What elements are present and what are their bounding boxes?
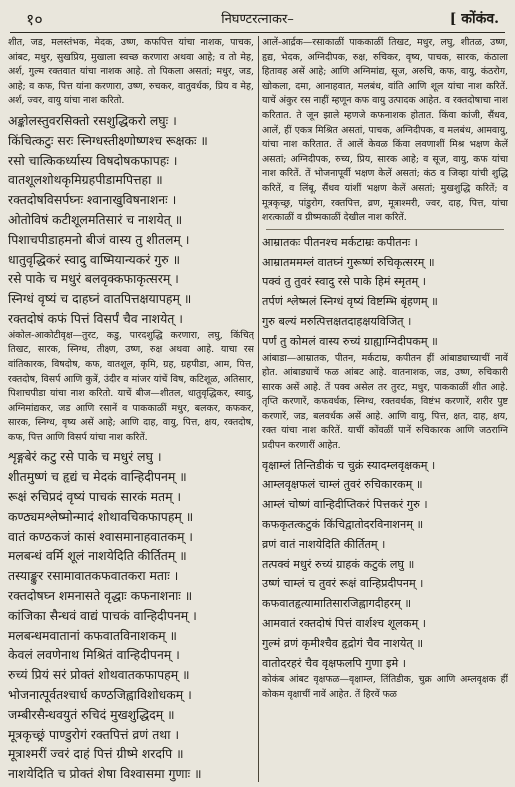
verse-line: ओतोविषं कटीशूलमतिसारं च नाशयेत् ॥ xyxy=(8,211,183,227)
verse-line: रक्तदोषघ्न शमनासते वृद्धाः कफनाशनाः ॥ xyxy=(8,588,193,604)
verse-line: अङ्कोलस्तुवरसिक्तो रसशुद्धिकरो लघुः । xyxy=(8,112,177,128)
verse-line: मलबन्धं वर्मि शूलं नाशयेदिति कीर्तितम् ॥ xyxy=(8,548,187,564)
verse-line: रसे पाके च मधुरं बलवृक्कफाकृत्सरम् । xyxy=(8,271,179,287)
verse-line: मलबन्धमवातानां कफवातविनाशकम् ॥ xyxy=(8,627,177,643)
section-rule xyxy=(266,229,504,230)
verse-line: वातं कण्ठकजं कासं श्वासमानाहवातकम् । xyxy=(8,528,193,544)
verse-line: शृङ्गबेरं कटु रसे पाके च मधुरं लघु । xyxy=(8,449,162,465)
verse-line: स्निग्धं वृष्यं च दाहघ्नं वातपित्तक्षयापहम् ॥ xyxy=(8,291,192,307)
verse-line: आमवातं रक्तदोषं पित्तं वार्शश्च शूलकम् । xyxy=(262,617,426,631)
verse-line: तस्याङ्कुर रसामावातकफवातकरा मताः । xyxy=(8,568,179,584)
verse-line: कफकृतत्कटुकं किंचिद्वातोदरविनाशनम् ॥ xyxy=(262,518,424,532)
verse-line: रसो चात्किकर्ध्यास्य विषदोषकफापहः । xyxy=(8,152,178,168)
verse-line: मूत्रकृच्छ्रं पाण्डुरोगं रक्तपित्तं व्रणं तथा । xyxy=(8,726,180,742)
verse-line: गुल्मं व्रणं कृमीश्चैव हृद्रोगं चैव नाशयेत् ॥ xyxy=(262,636,424,650)
verse-block xyxy=(8,111,254,329)
commentary-paragraph: आंबाडा—आम्रातक, पीतन, मर्कटाम्र, कपीतन हीं आंबाड्याच्याचीं नावें होत. आंबाड्याचें फळ आंबट आहे. वातनाशक, जड, उष्ण, रुचिकारी सारक असें आहे. तें पक्व असेल तर तुरट, मधुर, पाककाळीं शीत आहे. तृप्ति करणारें, कफवर्धक, स्निग्ध, रक्तवर्धक, विष्टंभ करणारें, शरीर पुष्ट करणारें, जड, बलवर्धक असें आहे. आणि वायु, पित्त, क्षत, दाह, क्षय, रक्त यांचा नाश करितें. याचीं कोंवळीं पानें रुचिकारक आणि जठराग्नि प्रदीपन करणारीं आहेत. xyxy=(262,352,508,452)
verse-line: रुच्यं प्रियं सरं प्रोक्तं शोथवातकफापहम् ॥ xyxy=(8,667,190,683)
verse-line: धातुवृद्धिकरं स्वादु वाष्मियान्यकरं गुरु ॥ xyxy=(8,251,180,267)
verse-line: जम्बीरसैन्धवयुतं रुचिदं मुखशुद्धिदम् ॥ xyxy=(8,706,175,722)
verse-block xyxy=(262,233,508,352)
verse-line: भोजनात्पूर्वतश्चार्ध कण्ठजिह्वाविशोधकम् । xyxy=(8,687,192,703)
commentary-paragraph: शीत, जड, मलस्तंभक, मेदक, उष्ण, कफपित्त यांचा नाशक, पाचक, आंबट, मधुर, सुखप्रिय, मुखाला स्वच्छ करणारा अथवा आहे; व तो मेह, अर्श, गुल्म रक्तवात यांचा नाशक आहे. तो पिकला असतां; मधुर, जड, आहे; व कफ, पित्त यांना करणारा, उष्ण, रुचकर, वातुवर्धक, प्रिय व मेह, अर्श, ज्वर, वायु यांचा नाश करितो. xyxy=(8,37,254,107)
verse-line: रूक्षं रुचिप्रदं वृष्यं पाचकं सारकं मतम् । xyxy=(8,489,182,505)
verse-line: आम्लवृक्षफलं चाम्लं तुवरं रुचिकारकम् ॥ xyxy=(262,478,423,492)
verse-line: व्रणं वातं नाशयेदिति कीर्तितम् । xyxy=(262,537,386,551)
verse-line: पक्वं तु तुवरं स्वादु रसे पाके हिमं स्मृतम् । xyxy=(262,275,426,289)
verse-line: रक्तदोषविसर्पघ्नः श्वानाखुविषनाशनः । xyxy=(8,192,177,208)
verse-line: कण्ठ्यमश्लेष्मोन्मादं शोथावचिकफापहम् ॥ xyxy=(8,508,194,524)
verse-line: किंचित्कटुः सरः स्निग्धस्तीक्ष्णोष्णश्च रूक्षकः ॥ xyxy=(8,132,208,148)
left-column xyxy=(8,36,254,782)
verse-line: आम्लं चोष्णं वान्हिदीप्तिकरं पित्तकरं गुरु । xyxy=(262,498,428,512)
verse-block xyxy=(8,447,254,782)
verse-line: मूत्राश्मरीं ज्वरं दाहं पित्तं ग्रीष्मे शरदपि ॥ xyxy=(8,746,184,762)
verse-line: वातोदरहरं चैव वृक्षफलपि गुणा इमे । xyxy=(262,656,406,670)
verse-line: केवलं लवणेनाथ मिश्रितं वान्हिदीपनम् । xyxy=(8,647,180,663)
column-divider xyxy=(258,36,259,782)
verse-line: कांजिका सैन्धवं वाद्यं पाचकं वान्हिदीपनम् । xyxy=(8,607,197,623)
verse-line: तत्पक्वं मधुरं रुच्यं ग्राहकं कटुकं लघु ॥ xyxy=(262,557,415,571)
verse-line: वातशूलशोथकृमिग्रहपीडामपित्तहा ॥ xyxy=(8,172,163,188)
page-number: १० xyxy=(26,10,43,29)
verse-line: नाशयेदिति च प्रोक्तं शेषा विश्वासमा गुणाः ॥ xyxy=(8,766,202,782)
verse-block xyxy=(262,456,508,674)
verse-line: वृक्षाम्लं तिन्तिडीकं च चुक्रं स्यादम्लवृक्षकम् । xyxy=(262,458,436,472)
verse-line: पर्णं तु कोमलं वास्य रुच्यं ग्राह्याग्निदीपकम् ॥ xyxy=(262,334,438,348)
commentary-paragraph: अंकोल-आकोटीवृक्ष—तुरट, कडु, पारदशुद्धि करणारा, लघु, किंचित् तिखट, सारक, स्निग्ध, तीक्ष्ण, उष्ण, रुक्ष अथवा आहे. याचा रस वांतिकारक, विषदोष, कफ, वातशूल, कृमि, ग्रह, ग्रहपीडा, आम, पित्त, रक्तदोष, विसर्प आणि कुत्रें, उंदीर व मांजर यांचें विष, कटिशूळ, अतिसार, पिशाचपीडा यांचा नाश करितो. याचें बीज—शीतल, धातुवृद्धिकर, स्वादु, अग्निमांद्यकर, जड आणि रसानें व पाककाळीं मधुर, बलकर, कफकर, सारक, स्निग्ध, वृष्य असें आहे; आणि दाह, वायु, पित्त, क्षय, रक्तदोष, कफ, पित्त आणि विसर्प यांचा नाश करितें. xyxy=(8,329,254,443)
verse-line: शीतमुष्णं च हृद्यं च मेदकं वान्हिदीपनम् ॥ xyxy=(8,469,187,485)
running-title: निघण्टरत्नाकर– xyxy=(221,12,294,27)
verse-line: आम्रातममम्लं वातघ्नं गुरूष्णं रुचिकृत्सरम् ॥ xyxy=(262,255,435,269)
verse-line: कफवातहृत्यामातिसारजिह्वागदीहरम् ॥ xyxy=(262,597,412,611)
right-column xyxy=(262,36,508,782)
verse-line: गुरु बल्यं मरुत्पित्तक्षतदाहक्षयविजित् । xyxy=(262,314,412,328)
verse-line: रक्तदोषं कफं पित्तं विसर्पं चैव नाशयेत् । xyxy=(8,310,183,326)
commentary-paragraph: कोकंब आंबट वृक्षफळ—वृक्षाम्ल, तिंतिडीक, चुक्र आणि अम्लवृक्षक हीं कोकम वृक्षाचीं नावें आहेत. तें हिरवें फळ xyxy=(262,674,508,701)
verse-line: उष्णं चाम्लं च तुवरं रूक्षं वान्हिप्रदीपनम् । xyxy=(262,577,424,591)
verse-line: तर्पणं श्लेष्मलं स्निग्धं वृष्यं विष्टम्भि बृंहणम् ॥ xyxy=(262,295,438,309)
page-header xyxy=(10,6,505,33)
verse-line: आम्रातकः पीतनश्च मर्कटाम्रः कपीतनः । xyxy=(262,235,418,249)
section-heading: [ कोंकंव. xyxy=(449,11,499,27)
verse-line: पिशाचपीडाहमनो बीजं वास्य तु शीतलम् । xyxy=(8,231,190,247)
commentary-paragraph: आलें-आर्द्रक—रसाकाळीं पाककाळीं तिखट, मधुर, लघु, शीतळ, उष्ण, हृद्य, भेदक, अग्निदीपक, रुक्ष, रुचिकर, वृष्य, पाचक, सारक, कंठाला हितावह असें आहे; आणि अग्निमांद्य, सूज, अरुचि, कफ, वायु, कंठरोग, खोकला, दमा, आनाहवात, मलबंध, वांति आणि शूल यांचा नाश करितें. याचें अंकुर रस नाहीं म्हणून कफ वायु उत्पादक आहेत. व रक्तदोषाचा नाश करितात. ते जून झाले म्हणजे कफनाशक होतात. किंवा कांजी, सैंधव, आलें, हीं एकत्र मिश्रित असतां, पाचक, अग्निदीपक, व मलबंध, आमवायु, यांचा नाश करितात. तें आलें केवळ किंवा लवणाशीं मिश्र भक्षण केलें असतां; अग्निदीपक, रुच्य, प्रिय, सारक आहे; व सूज, वायु, कफ यांचा नाश करितें. तें भोजनापूर्वी भक्षण केलें असतां; कंठ व जिव्हा यांची शुद्धि करितें, व लिंबू, सैंधव यांशीं भक्षण केलें असतां; मुखशुद्धि करितें; व मूत्रकृच्छ्र, पांडुरोग, रक्तपित्त, व्रण, मूत्राश्मरी, ज्वर, दाह, पित्त, यांचा शरत्काळीं व ग्रीष्मकाळीं देखील नाश करितें. xyxy=(262,37,508,224)
